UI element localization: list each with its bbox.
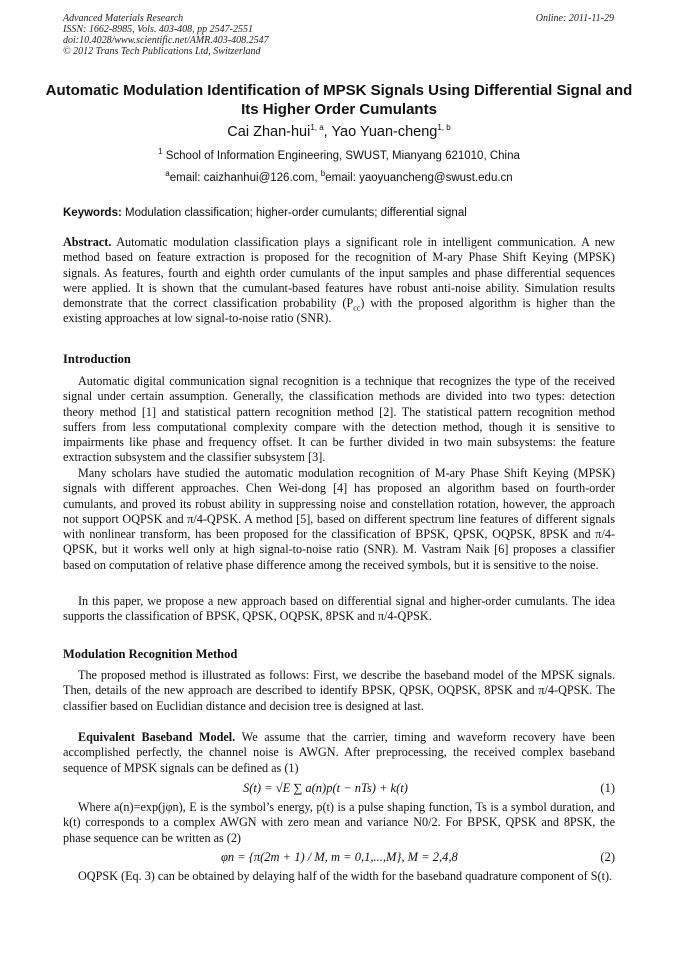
online-date: Online: 2011-11-29: [535, 13, 614, 24]
intro-paragraph-2: Many scholars have studied the automatic modulation recognition of M-ary Phase Shift Keying (MPSK) signals with different approaches. Chen Wei-dong [4] has proposed an algorithm based on fourth-order cumulants, and proved its robust ability in suppressing noise and constellation rotation, however, the approach not support OQPSK and π/4-QPSK. A method [5], based on different spectrum line features of different signals with nonlinear transform, has been proposed for the classification of BPSK, QPSK, OQPSK, 8PSK and π/4-QPSK, but it works well only at high signal-to-noise ratio (SNR). M. Vastram Naik [6] proposes a classifier based on computation of relative phase difference among the received symbols, but it is sensitive to the noise.: [63, 466, 615, 572]
email-line: [0, 169, 678, 184]
journal-header: [63, 13, 614, 57]
keywords: [63, 207, 467, 219]
equation-1-expression: S(t) = √E ∑ a(n)p(t − nTs) + k(t): [243, 781, 408, 795]
introduction-heading: Introduction: [63, 352, 131, 366]
abstract-text-2: ) with the proposed algorithm is higher than the existing approaches at low signal-to-noise ratio (SNR).: [63, 296, 616, 326]
method-heading: Modulation Recognition Method: [63, 647, 238, 661]
email-b: email: yaoyuancheng@swust.edu.cn: [325, 172, 513, 184]
author-2: Yao Yuan-cheng: [331, 124, 438, 140]
email-a: email: caizhanhui@126.com,: [169, 172, 321, 184]
author-1: Cai Zhan-hui: [227, 124, 311, 140]
affiliation: [0, 147, 678, 162]
email-b-sup: b: [320, 169, 326, 179]
keywords-label: Keywords:: [63, 207, 122, 219]
author-2-sup: 1, b: [437, 123, 451, 133]
baseband-model-text: We assume that the carrier, timing and waveform recovery have been accomplished perfectly, the channel noise is AWGN. After preprocessing, the received complex baseband sequence of MPSK signals can be defined as (1): [63, 730, 615, 775]
abstract-text-1: Automatic modulation classification plays a significant role in intelligent communication. A new method based on feature extraction is proposed for the recognition of M-ary Phase Shift Keying (MPSK) signals. As features, fourth and eighth order cumulants of the input samples and phase differential sequences were applied. It is shown that the cumulant-based features have robust anti-noise ability. Simulation results demonstrate that the correct classification probability (P: [63, 235, 615, 311]
paper-title: Automatic Modulation Identification of MPSK Signals Using Differential Signal and Its Higher Order Cumulants: [45, 82, 633, 118]
equation-2-expression: φn = {π(2m + 1) / M, m = 0,1,...,M}, M = 2,4,8: [221, 850, 458, 864]
affiliation-text: School of Information Engineering, SWUST, Mianyang 621010, China: [162, 150, 520, 162]
method-paragraph-4: OQPSK (Eq. 3) can be obtained by delaying half of the width for the baseband quadrature component of S(t).: [78, 869, 613, 883]
keywords-text: Modulation classification; higher-order cumulants; differential signal: [121, 207, 467, 219]
abstract-label: Abstract.: [63, 235, 112, 249]
affiliation-sup: 1: [158, 147, 163, 157]
method-paragraph-3: Where a(n)=exp(jφn), E is the symbol’s energy, p(t) is a pulse shaping function, Ts is a symbol duration, and k(t) corresponds to a complex AWGN with zero mean and variance N0/2. For BPSK, QPSK and 8PSK, the phase sequence can be written as (2): [63, 800, 615, 845]
author-line: [0, 124, 678, 140]
equation-2: [63, 850, 615, 868]
intro-paragraph-1: Automatic digital communication signal recognition is a technique that recognizes the type of the received signal under certain assumption. Generally, the classification methods are divided into two types: detection theory method [1] and statistical pattern recognition method [2]. The statistical pattern recognition method suffers from less computational complexity compare with the detection method, though it is sensitive to impairments like phase and frequency offset. It can be further divided in two main subsystems: the feature extraction subsystem and the classifier subsystem [3].: [63, 374, 615, 465]
author-1-sup: 1, a: [310, 123, 324, 133]
method-paragraph-2: [63, 730, 615, 776]
issn-line: ISSN: 1662-8985, Vols. 403-408, pp 2547-2551: [63, 24, 253, 35]
method-paragraph-1: The proposed method is illustrated as follows: First, we describe the baseband model of the MPSK signals. Then, details of the new approach are described to identify BPSK, QPSK, OQPSK, 8PSK and π/4-QPSK. The classifier based on Euclidian distance and decision tree is designed at last.: [63, 668, 615, 713]
intro-paragraph-3: In this paper, we propose a new approach based on differential signal and higher-order cumulants. The idea supports the classification of BPSK, QPSK, OQPSK, 8PSK and π/4-QPSK.: [63, 594, 615, 624]
equation-2-number: (2): [600, 850, 615, 864]
equation-1: [63, 781, 615, 799]
abstract: [63, 235, 615, 327]
baseband-model-label: Equivalent Baseband Model.: [78, 730, 236, 744]
doi-line: doi:10.4028/www.scientific.net/AMR.403-408.2547: [63, 35, 269, 46]
equation-1-number: (1): [600, 781, 615, 795]
email-a-sup: a: [165, 169, 170, 179]
journal-name: Advanced Materials Research: [63, 13, 184, 24]
copyright-line: © 2012 Trans Tech Publications Ltd, Switzerland: [63, 46, 261, 57]
abstract-pcc-sub: cc: [353, 303, 361, 313]
author-separator: ,: [323, 124, 332, 140]
